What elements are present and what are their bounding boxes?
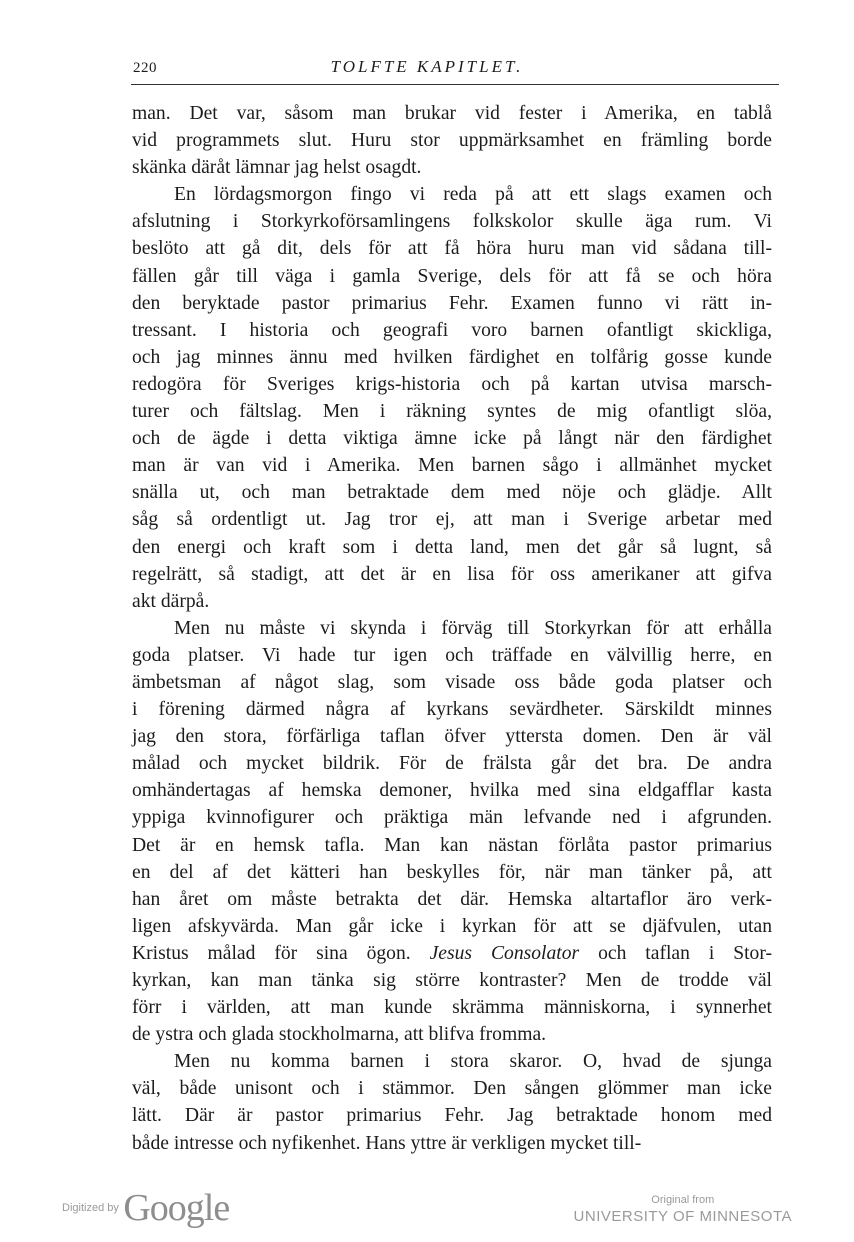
text-line: skänka däråt lämnar jag helst osagdt. <box>132 157 422 179</box>
text-line: såg så ordentligt ut. Jag tror ej, att man i Sverige arbetar med <box>132 509 772 531</box>
text-line: ämbetsman af något slag, som visade oss både goda platser och <box>132 671 772 693</box>
text-line: beslöto att gå dit, dels för att få höra huru man vid sådana till- <box>132 238 772 260</box>
text-line: i förening därmed några af kyrkans sevärdheter. Särskildt minnes <box>132 699 772 721</box>
body-text <box>132 100 772 1157</box>
text-line <box>132 940 772 967</box>
text-fragment: Kristus målad för sina ögon. <box>132 942 430 964</box>
paragraph <box>132 615 772 1049</box>
original-from-label: Original from <box>651 1194 715 1206</box>
text-line: regelrätt, så stadigt, att det är en lisa för oss amerikaner att gifva <box>132 563 772 585</box>
text-line: den energi och kraft som i detta land, men det går så lugnt, så <box>132 536 772 558</box>
text-line: väl, både unisont och i stämmor. Den sången glömmer man icke <box>132 1078 772 1100</box>
text-line: turer och fältslag. Men i räkning syntes de mig ofantligt slöa, <box>132 401 772 423</box>
text-line: lätt. Där är pastor primarius Fehr. Jag betraktade honom med <box>132 1105 772 1127</box>
text-line: förr i världen, att man kunde skrämma människorna, i synnerhet <box>132 997 772 1019</box>
text-line: Men nu komma barnen i stora skaror. O, hvad de sjunga <box>174 1051 772 1073</box>
text-line: En lördagsmorgon fingo vi reda på att ett slags examen och <box>174 184 772 206</box>
google-logo: Google <box>123 1187 230 1229</box>
text-line: han året om måste betrakta det där. Hemska altartaflor äro verk- <box>132 888 772 910</box>
text-line: man. Det var, såsom man brukar vid fester i Amerika, en tablå <box>132 103 772 124</box>
running-title: TOLFTE KAPITLET. <box>330 57 524 76</box>
header-rule <box>131 84 779 85</box>
text-line: en del af det kätteri han beskylles för, när man tänker på, att <box>132 861 772 883</box>
text-line: snälla ut, och man betraktade dem med nöje och glädje. Allt <box>132 482 772 504</box>
text-line: afslutning i Storkyrkoförsamlingens folkskolor skulle äga rum. Vi <box>132 211 772 233</box>
text-line: kyrkan, kan man tänka sig större kontraster? Men de trodde väl <box>132 970 772 991</box>
text-line: och de ägde i detta viktiga ämne icke på långt när den färdighet <box>132 428 772 450</box>
text-line: omhändertagas af hemska demoner, hvilka med sina eldgafflar kasta <box>132 780 772 802</box>
page-number: 220 <box>133 60 157 76</box>
text-line: redogöra för Sveriges krigs-historia och på kartan utvisa marsch- <box>132 373 772 395</box>
text-fragment: och taflan i Stor- <box>579 942 772 964</box>
original-from-watermark <box>574 1194 792 1225</box>
paragraph <box>132 181 772 615</box>
text-line: både intresse och nyfikenhet. Hans yttre är verkligen mycket till- <box>132 1132 642 1154</box>
text-line: och jag minnes ännu med hvilken färdighet en tolfårig gosse kunde <box>132 346 772 368</box>
text-line: yppiga kvinnofigurer och präktiga män lefvande ned i afgrunden. <box>132 807 772 829</box>
text-line: de ystra och glada stockholmarna, att blifva fromma. <box>132 1024 547 1046</box>
italic-title: Jesus Consolator <box>429 942 580 964</box>
text-line: Men nu måste vi skynda i förväg till Storkyrkan för att erhålla <box>174 617 772 639</box>
text-line: Det är en hemsk tafla. Man kan nästan förlåta pastor primarius <box>132 834 772 856</box>
text-line: akt därpå. <box>132 590 210 612</box>
digitized-by-label: Digitized by <box>62 1202 119 1214</box>
text-line: målad och mycket bildrik. För de frälsta går det bra. De andra <box>132 753 772 775</box>
text-line: ligen afskyvärda. Man går icke i kyrkan för att se djäfvulen, utan <box>132 915 772 937</box>
paragraph <box>132 1048 772 1156</box>
paragraph <box>132 100 772 181</box>
text-line: goda platser. Vi hade tur igen och träffade en välvillig herre, en <box>132 644 772 666</box>
text-line: fällen går till väga i gamla Sverige, dels för att få se och höra <box>132 265 772 287</box>
text-line: jag den stora, förfärliga taflan öfver yttersta domen. Den är väl <box>132 726 772 748</box>
text-line: man är van vid i Amerika. Men barnen sågo i allmänhet mycket <box>132 455 772 477</box>
text-line: vid programmets slut. Huru stor uppmärksamhet en främling borde <box>132 130 772 152</box>
text-line: tressant. I historia och geografi voro barnen ofantligt skickliga, <box>132 319 772 341</box>
text-line: den beryktade pastor primarius Fehr. Examen funno vi rätt in- <box>132 292 772 314</box>
digitized-by-watermark <box>62 1186 229 1230</box>
institution-label: UNIVERSITY OF MINNESOTA <box>573 1208 792 1225</box>
